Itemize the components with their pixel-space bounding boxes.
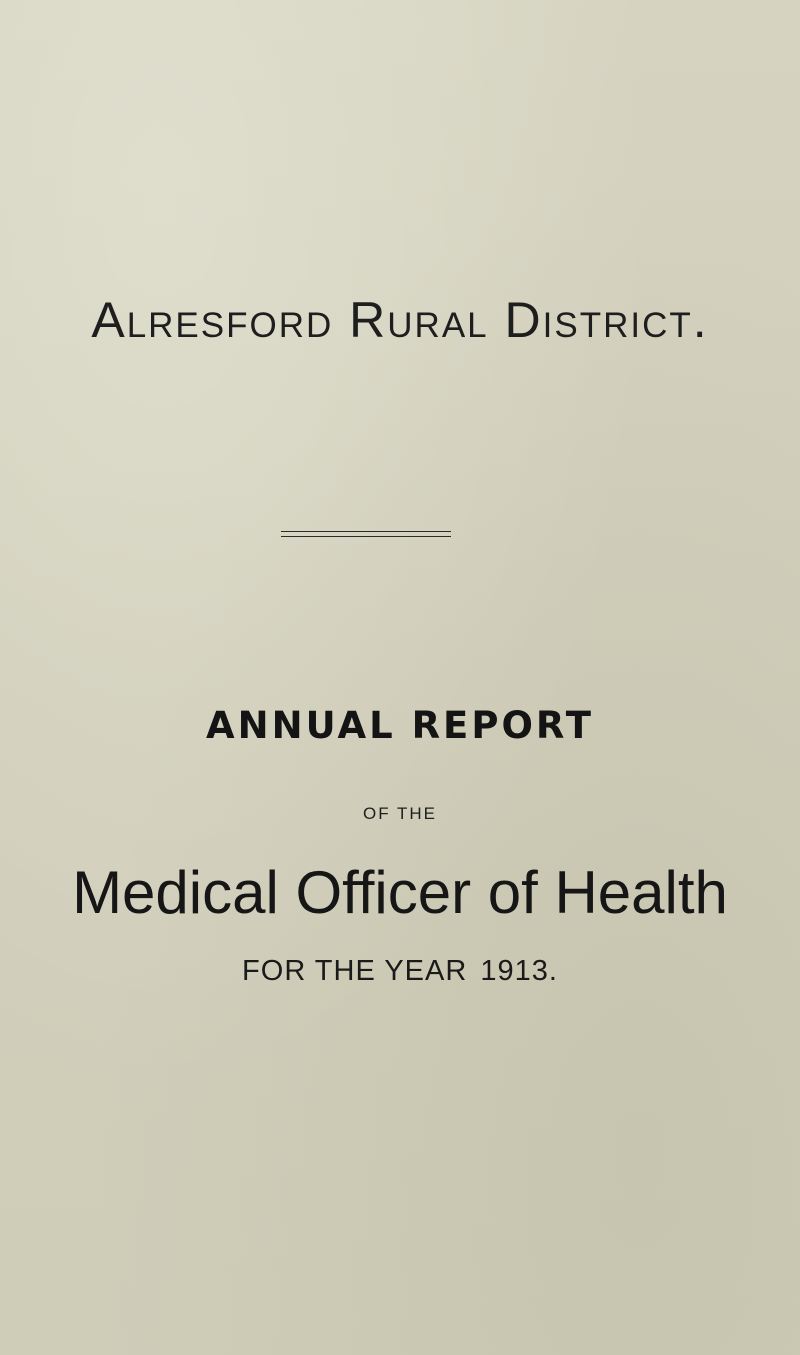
officer-title: Medical Officer of Health bbox=[72, 859, 728, 926]
period-prefix: FOR THE YEAR bbox=[242, 955, 468, 987]
report-title: ANNUAL REPORT bbox=[206, 704, 594, 747]
report-period bbox=[0, 953, 800, 989]
report-year: 1913. bbox=[480, 955, 558, 987]
connector-text: OF THE bbox=[362, 804, 438, 823]
divider-rule-bottom bbox=[281, 536, 451, 537]
district-title: Alresford Rural District. bbox=[91, 292, 709, 348]
divider-rule-top bbox=[281, 531, 451, 532]
